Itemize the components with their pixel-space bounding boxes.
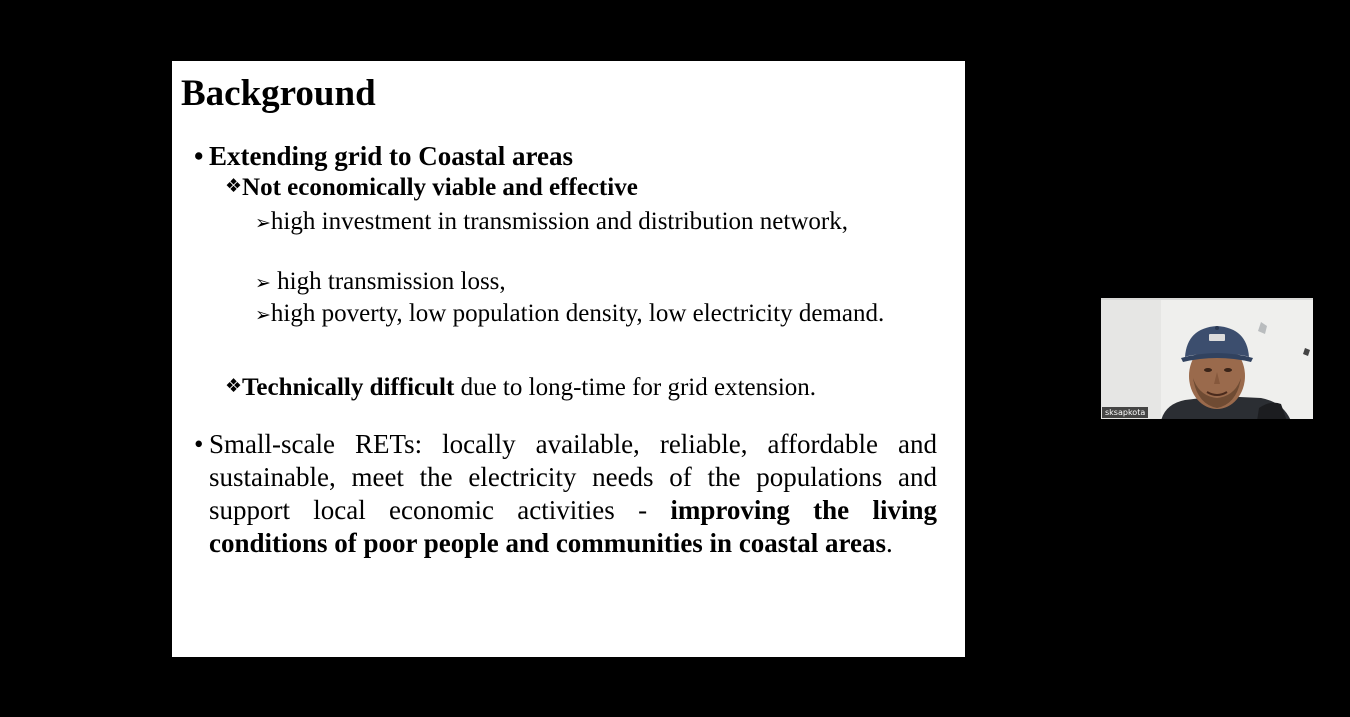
bullet-dot: • [194,141,204,171]
bullet-extending-grid [194,140,937,173]
diamond-bullet-icon: ❖ [225,375,243,397]
sub-bullet-text: Not economically viable and effective [242,174,638,201]
bullet-end: . [886,528,893,558]
sub-bullet-technically-difficult [225,373,816,404]
arrow-item-poverty [255,300,937,329]
arrow-item-investment [255,208,937,237]
arrow-bullet-icon: ➢ [255,304,271,326]
bullet-text: Small-scale RETs: locally available, reliable, affordable and sustainable, meet the electricity needs of the populations and support local economic activities - [209,429,937,525]
bullet-text: Extending grid to Coastal areas [209,141,574,171]
sub-bullet-lead: Technically difficult [242,374,455,401]
bullet-paragraph [194,428,937,560]
slide-title: Background [181,73,376,114]
arrow-item-text: high transmission loss, [270,268,506,295]
arrow-bullet-icon: ➢ [255,272,271,294]
presentation-slide [172,61,965,657]
diamond-bullet-icon: ❖ [225,175,243,197]
arrow-item-loss [255,268,937,297]
arrow-bullet-icon: ➢ [255,212,271,234]
sub-bullet-not-viable [225,173,638,204]
arrow-item-text: high poverty, low population density, low electricity demand. [270,300,885,327]
bullet-small-scale-rets [194,428,937,560]
sub-bullet-rest: due to long-time for grid extension. [454,374,817,401]
arrow-item-text: high investment in transmission and distribution network, [270,208,848,235]
bullet-dot: • [194,429,204,459]
participant-video-feed [1101,300,1313,419]
participant-video-tile[interactable] [1101,298,1313,419]
participant-name-label: sksapkota [1102,407,1148,418]
bullet-bold-text: improving the living conditions of poor people and communities in coastal areas [209,495,937,558]
